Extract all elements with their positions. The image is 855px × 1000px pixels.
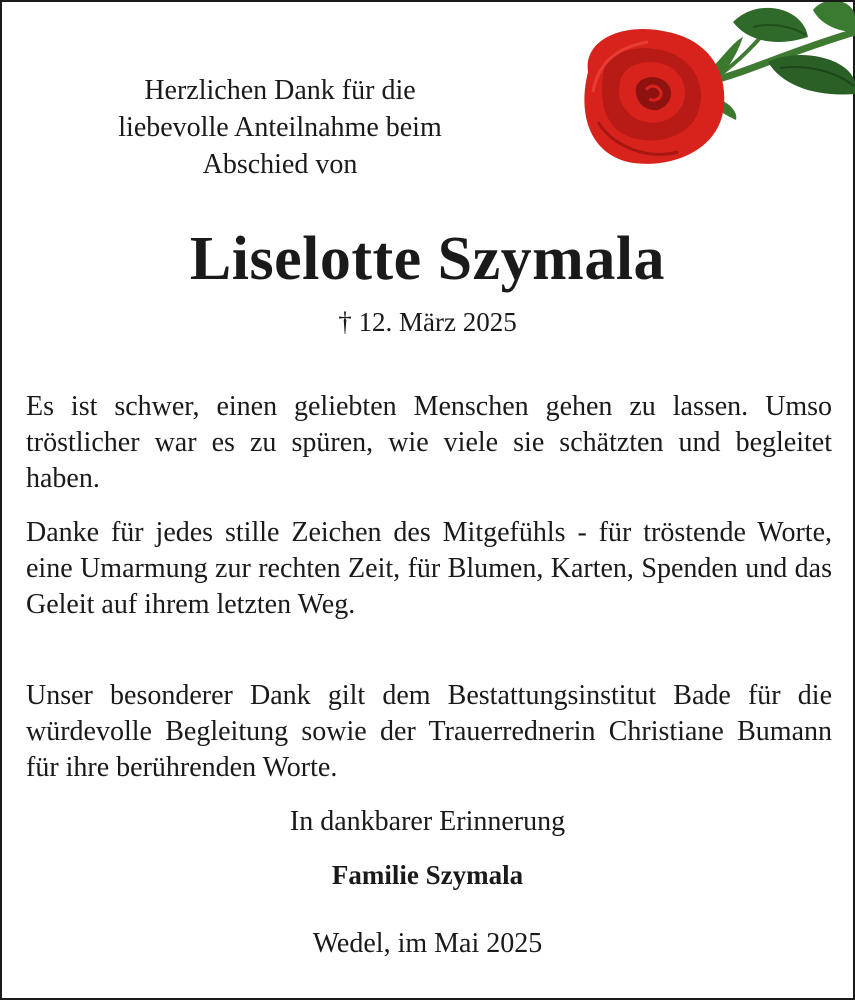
deceased-name: Liselotte Szymala	[189, 225, 666, 293]
paragraph-text: Unser besonderer Dank gilt dem Bestattungsinstitut Bade für die würdevolle Begleitung sowie der Trauerrednerin Christiane Bumann für ihre berührenden Worte.	[26, 680, 832, 783]
paragraph-text: Danke für jedes stille Zeichen des Mitgefühls - für tröstende Worte, eine Umarmung zur rechten Zeit, für Blumen, Karten, Spenden und das Geleit auf ihrem letzten Weg.	[26, 517, 832, 620]
death-date: † 12. März 2025	[338, 307, 517, 337]
place-date: Wedel, im Mai 2025	[312, 928, 543, 959]
paragraph-text: Es ist schwer, einen geliebten Menschen gehen zu lassen. Umso tröstlicher war es zu spüren, wie viele sie schätzten und begleitet haben.	[26, 391, 832, 494]
intro-line: Abschied von	[202, 149, 358, 180]
intro-text	[80, 72, 480, 183]
signature: Familie Szymala	[331, 860, 524, 890]
intro-line: liebevolle Anteilnahme beim	[118, 112, 442, 143]
closing-text: In dankbarer Erinnerung	[289, 806, 566, 837]
red-rose-icon	[558, 2, 855, 172]
intro-line: Herzlichen Dank für die	[144, 75, 416, 106]
